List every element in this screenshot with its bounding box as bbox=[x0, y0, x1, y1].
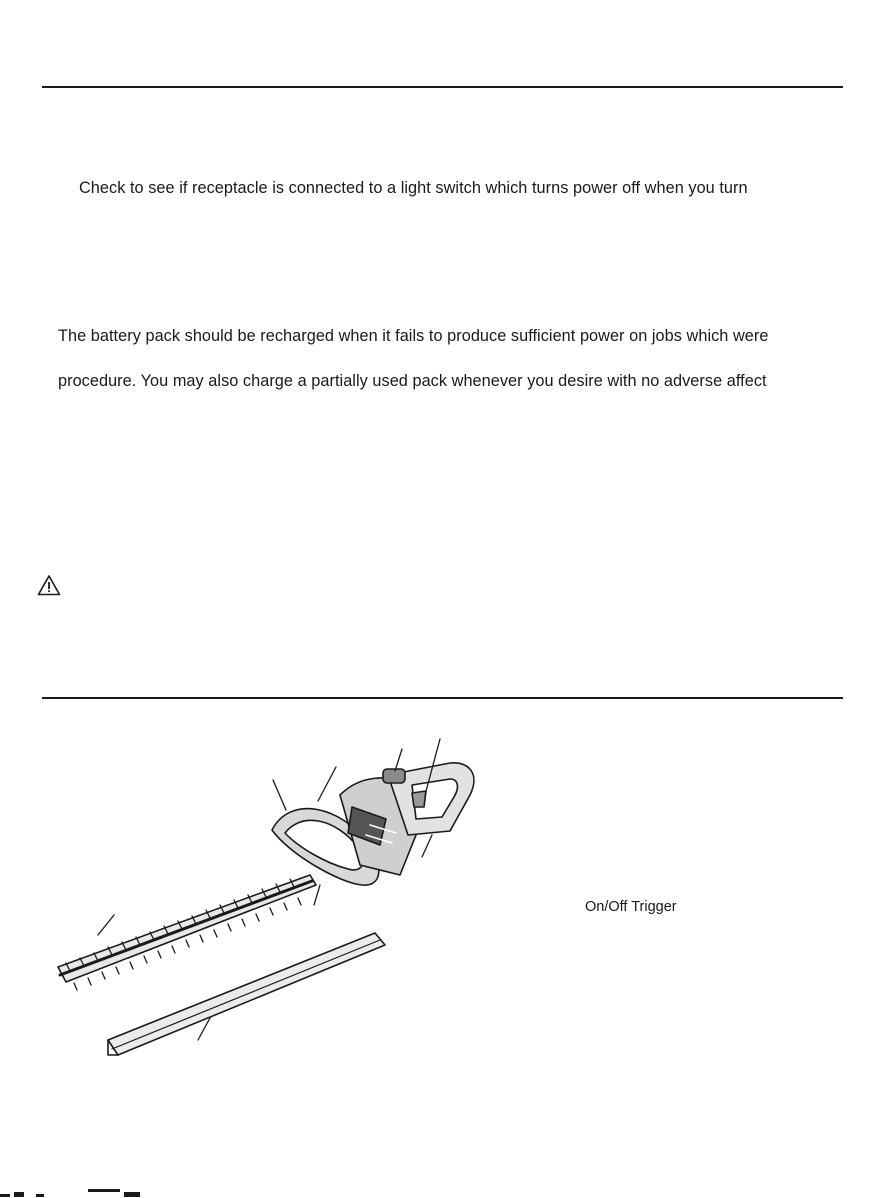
text-recharge-line-2: procedure. You may also charge a partially used pack whenever you desire with no adverse affect bbox=[58, 372, 767, 390]
hedge-trimmer-illustration bbox=[40, 735, 500, 1075]
text-recharge-line-1: The battery pack should be recharged when it fails to produce sufficient power on jobs which were bbox=[58, 327, 769, 345]
warning-triangle-icon bbox=[37, 574, 61, 596]
callout-on-off-trigger: On/Off Trigger bbox=[585, 899, 677, 915]
top-divider bbox=[42, 86, 843, 88]
section-divider bbox=[42, 697, 843, 699]
page-footer-fragment bbox=[0, 1186, 180, 1198]
text-check-receptacle: Check to see if receptacle is connected to a light switch which turns power off when you turn bbox=[79, 179, 748, 197]
